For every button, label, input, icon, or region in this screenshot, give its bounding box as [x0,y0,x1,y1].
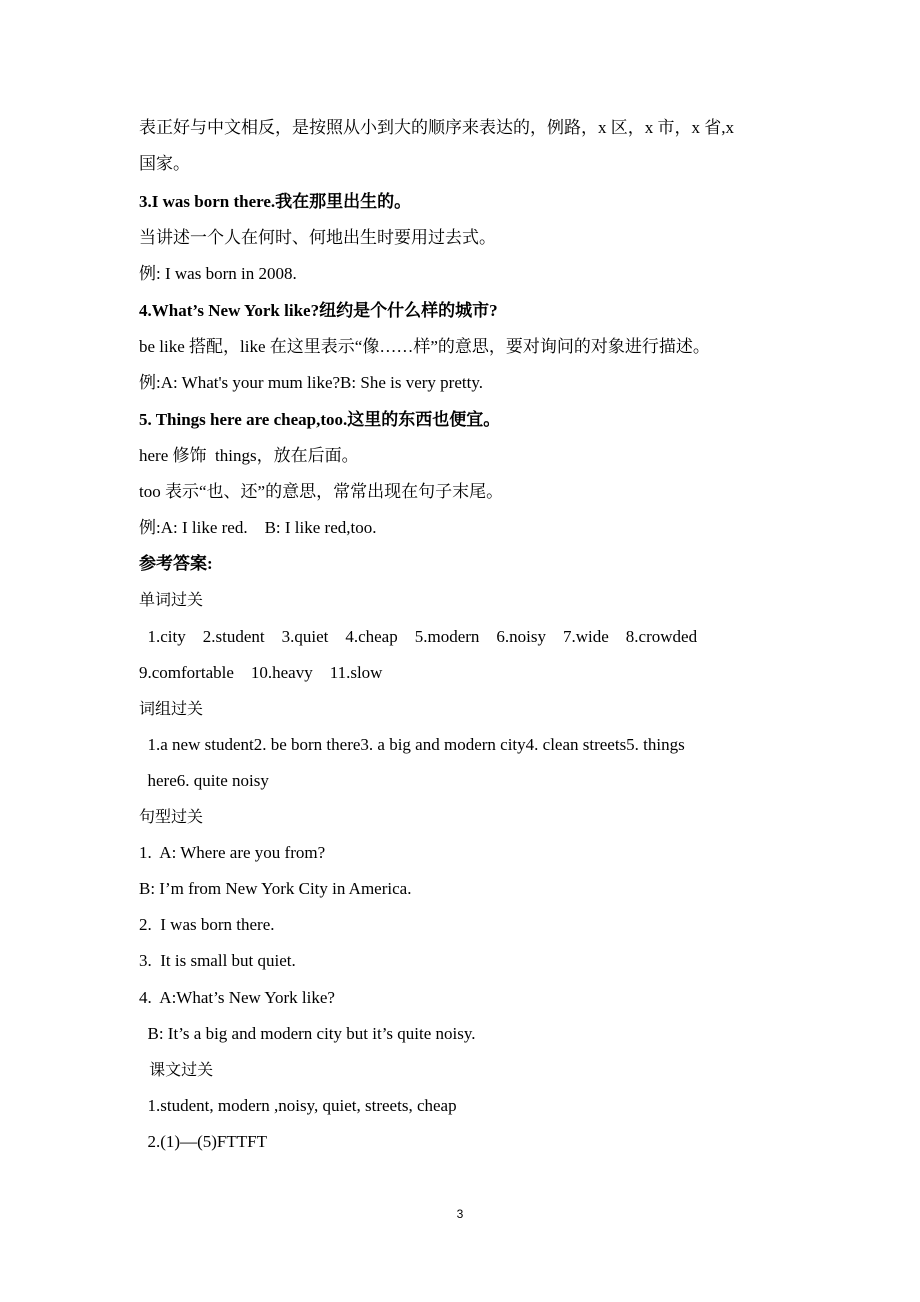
section-heading: 3.I was born there.我在那里出生的。 [139,192,412,211]
text-line: 例:A: I like red. B: I like red,too. [139,518,377,537]
text-line: 表正好与中文相反，是按照从小到大的顺序来表达的，例路，x 区，x 市，x 省,x [139,118,734,137]
text-line: 3. It is small but quiet. [139,951,296,970]
text-line: 9.comfortable 10.heavy 11.slow [139,663,383,682]
subheading-phrases: 词组过关 [139,699,204,718]
text-line: 当讲述一个人在何时、何地出生时要用过去式。 [139,228,496,247]
section-heading: 4.What’s New York like?纽约是个什么样的城市? [139,301,498,320]
text-line: 1.city 2.student 3.quiet 4.cheap 5.modern 6.noisy 7.wide 8.crowded [139,627,698,646]
text-line: 2. I was born there. [139,915,275,934]
text-line: 2.(1)—(5)FTTFT [139,1132,267,1151]
subheading-sentences: 句型过关 [139,807,204,826]
text-line: 例:A: What's your mum like?B: She is very pretty. [139,373,483,392]
text-line: 1. A: Where are you from? [139,843,326,862]
text-line: 1.a new student2. be born there3. a big and modern city4. clean streets5. things [139,735,685,754]
page-number: 3 [456,1207,464,1221]
subheading-text: 课文过关 [139,1060,214,1079]
text-line: too 表示“也、还”的意思，常常出现在句子末尾。 [139,482,504,501]
text-line: B: It’s a big and modern city but it’s quite noisy. [139,1024,476,1043]
text-line: B: I’m from New York City in America. [139,879,412,898]
section-heading: 5. Things here are cheap,too.这里的东西也便宜。 [139,410,501,429]
text-line: here6. quite noisy [139,771,269,790]
subheading-words: 单词过关 [139,590,204,609]
text-line: here 修饰 things，放在后面。 [139,446,359,465]
text-line: 4. A:What’s New York like? [139,988,335,1007]
answers-heading: 参考答案: [139,554,213,573]
text-line: be like 搭配，like 在这里表示“像……样”的意思，要对询问的对象进行描述。 [139,337,710,356]
text-line: 1.student, modern ,noisy, quiet, streets, cheap [139,1096,457,1115]
text-line: 国家。 [139,154,190,173]
text-line: 例: I was born in 2008. [139,264,297,283]
